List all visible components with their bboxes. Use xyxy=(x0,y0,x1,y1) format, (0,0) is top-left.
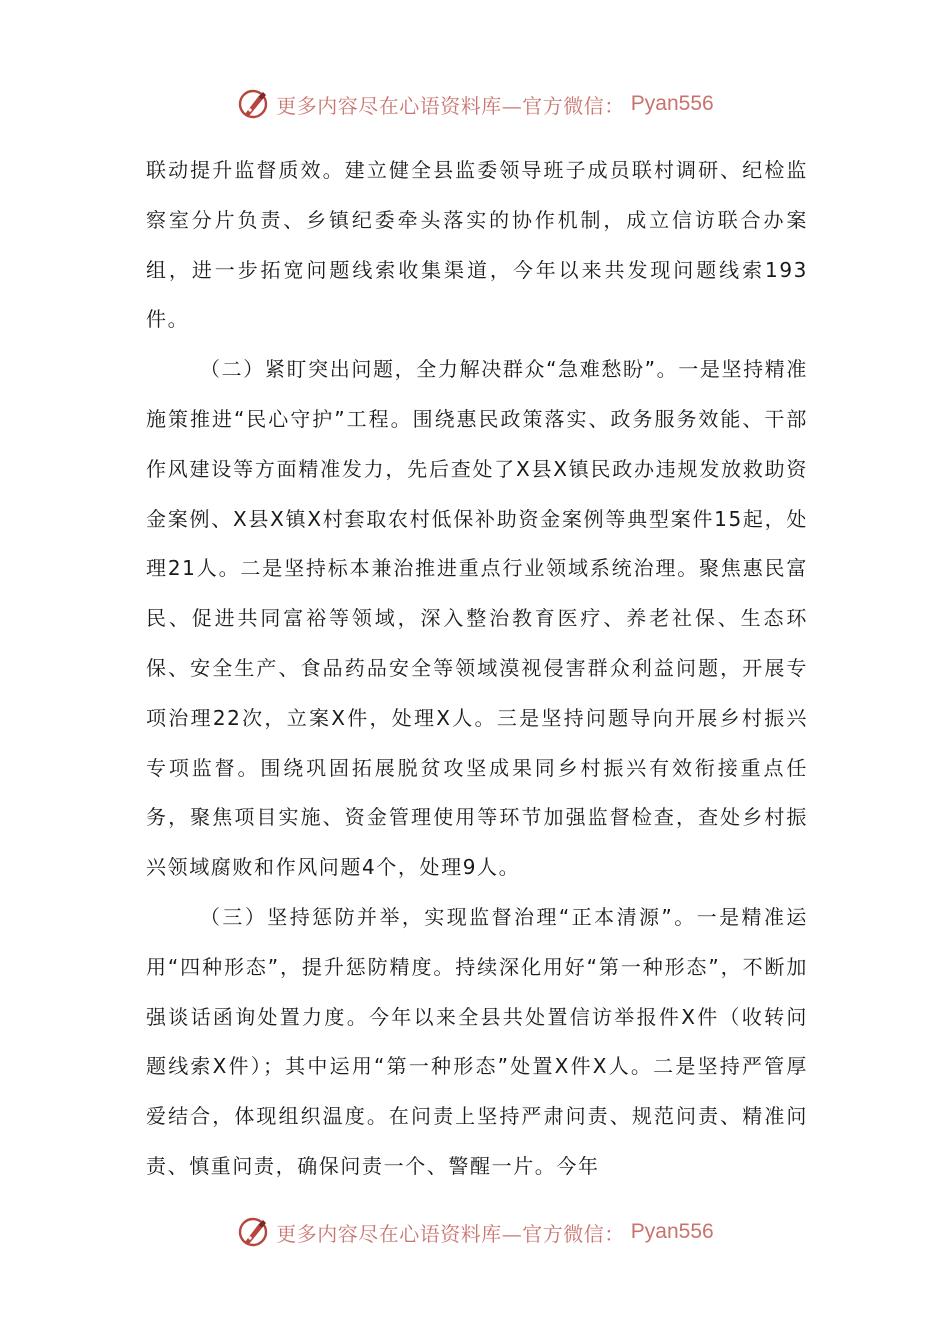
paragraph-1: 联动提升监督质效。建立健全县监委领导班子成员联村调研、纪检监察室分片负责、乡镇纪委牵头落实的协作机制，成立信访联合办案组，进一步拓宽问题线索收集渠道，今年以来共发现问题线索193件。 xyxy=(146,158,808,332)
watermark-text: 更多内容尽在心语资料库—官方微信： xyxy=(276,1221,625,1246)
watermark-handle: Pyan556 xyxy=(630,1220,714,1243)
paragraph-3: （三）坚持惩防并举，实现监督治理“正本清源”。一是精准运用“四种形态”，提升惩防精度。持续深化用好“第一种形态”，不断加强谈话函询处置力度。今年以来全县共处置信访举报件X件（收转问题线索X件）；其中运用“第一种形态”处置X件X人。二是坚持严管厚爱结合，体现组织温度。在问责上坚持严肃问责、规范问责、精准问责、慎重问责，确保问责一个、警醒一片。今年 xyxy=(146,904,808,1178)
header-watermark xyxy=(0,84,950,124)
watermark-text: 更多内容尽在心语资料库—官方微信： xyxy=(276,93,625,118)
document-body xyxy=(146,146,808,1192)
footer-watermark xyxy=(0,1212,950,1252)
pen-nib-seal-icon xyxy=(236,1215,270,1249)
pen-nib-seal-icon xyxy=(236,87,270,121)
watermark-handle: Pyan556 xyxy=(630,92,714,115)
paragraph-2: （二）紧盯突出问题，全力解决群众“急难愁盼”。一是坚持精准施策推进“民心守护”工程。围绕惠民政策落实、政务服务效能、干部作风建设等方面精准发力，先后查处了X县X镇民政办违规发放救助资金案例、X县X镇X村套取农村低保补助资金案例等典型案件15起，处理21人。二是坚持标本兼治推进重点行业领域系统治理。聚焦惠民富民、促进共同富裕等领域，深入整治教育医疗、养老社保、生态环保、安全生产、食品药品安全等领域漠视侵害群众利益问题，开展专项治理22次，立案X件，处理X人。三是坚持问题导向开展乡村振兴专项监督。围绕巩固拓展脱贫攻坚成果同乡村振兴有效衔接重点任务，聚焦项目实施、资金管理使用等环节加强监督检查，查处乡村振兴领域腐败和作风问题4个，处理9人。 xyxy=(146,357,808,880)
